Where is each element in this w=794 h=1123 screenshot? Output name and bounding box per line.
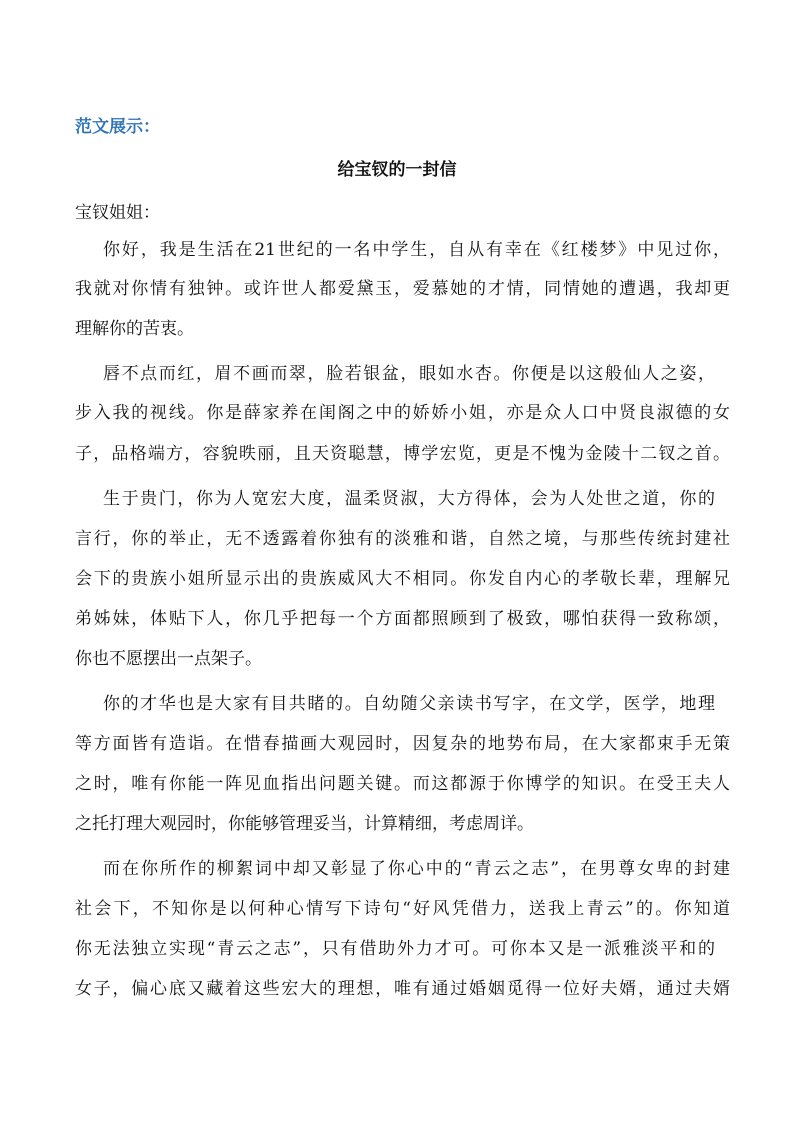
body-line: 我就对你情有独钟。或许世人都爱黛玉，爱慕她的才情，同情她的遭遇，我却更 bbox=[75, 279, 730, 299]
body-line: 你无法独立实现“青云之志”，只有借助外力才可。可你本又是一派雅淡平和的 bbox=[75, 939, 715, 959]
body-line: 唇不点而红，眉不画而翠，脸若银盆，眼如水杏。你便是以这般仙人之姿， bbox=[103, 364, 715, 384]
body-line: 生于贵门，你为人宽宏大度，温柔贤淑，大方得体，会为人处世之道，你的 bbox=[103, 489, 715, 509]
body-line: 等方面皆有造诣。在惜春描画大观园时，因复杂的地势布局，在大家都束手无策 bbox=[75, 734, 730, 754]
body-line: 而在你所作的柳絮词中却又彰显了你心中的“青云之志”，在男尊女卑的封建 bbox=[103, 859, 730, 879]
body-line: 你好，我是生活在21世纪的一名中学生，自从有幸在《红楼梦》中见过你， bbox=[103, 240, 730, 260]
section-label: 范文展示： bbox=[75, 117, 160, 137]
body-line: 弟姊妹，体贴下人，你几乎把每一个方面都照顾到了极致，哪怕获得一致称颂， bbox=[75, 609, 730, 629]
body-line: 之托打理大观园时，你能够管理妥当，计算精细，考虑周详。 bbox=[75, 814, 534, 834]
body-line: 理解你的苦衷。 bbox=[75, 319, 194, 339]
body-line: 之时，唯有你能一阵见血指出问题关键。而这都源于你博学的知识。在受王夫人 bbox=[75, 774, 730, 794]
body-line: 会下的贵族小姐所显示出的贵族威风大不相同。你发自内心的孝敬长辈，理解兄 bbox=[75, 569, 730, 589]
body-line: 你也不愿摆出一点架子。 bbox=[75, 649, 262, 669]
body-line: 言行，你的举止，无不透露着你独有的淡雅和谐，自然之境，与那些传统封建社 bbox=[75, 529, 730, 549]
body-line: 你的才华也是大家有目共睹的。自幼随父亲读书写字，在文学，医学，地理 bbox=[103, 694, 715, 714]
salutation: 宝钗姐姐： bbox=[75, 203, 160, 223]
body-line: 子，品格端方，容貌昳丽，且天资聪慧，博学宏览，更是不愧为金陵十二钗之首。 bbox=[75, 444, 730, 464]
letter-title: 给宝钗的一封信 bbox=[337, 160, 457, 180]
body-line: 步入我的视线。你是薛家养在闺阁之中的娇娇小姐，亦是众人口中贤良淑德的女 bbox=[75, 403, 730, 423]
body-line: 社会下，不知你是以何种心情写下诗句“好风凭借力，送我上青云”的。你知道 bbox=[75, 899, 730, 919]
body-line: 女子，偏心底又藏着这些宏大的理想，唯有通过婚姻觅得一位好夫婿，通过夫婿 bbox=[75, 979, 730, 999]
